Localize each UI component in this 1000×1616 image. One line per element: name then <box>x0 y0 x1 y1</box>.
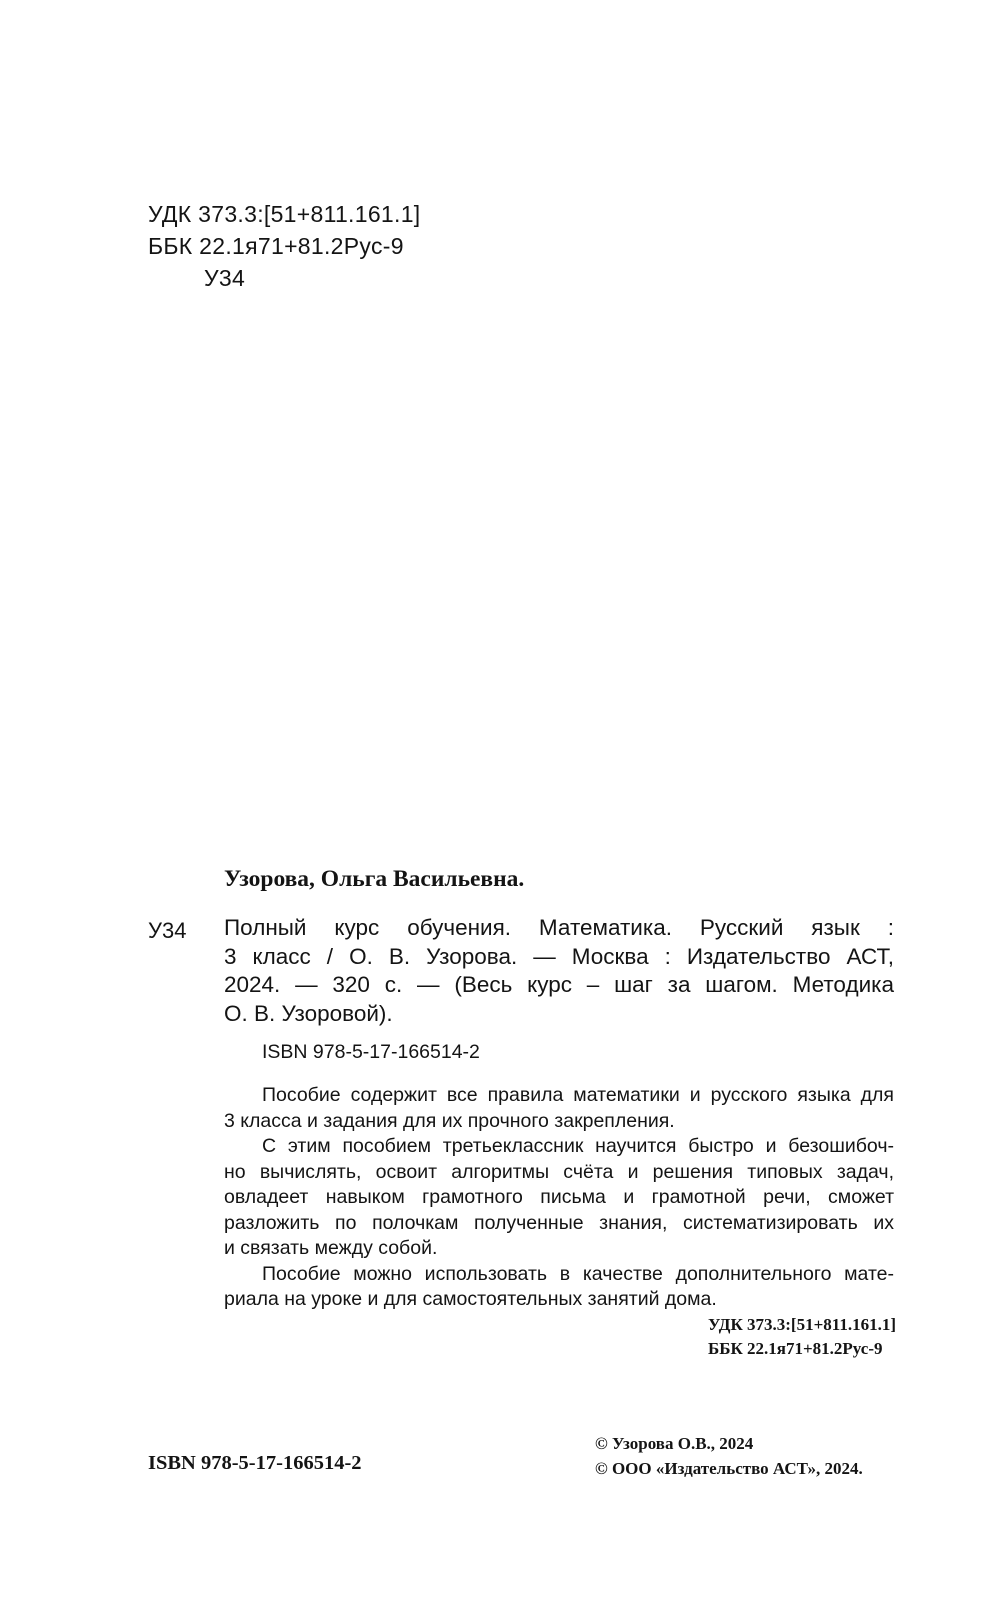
annotation-line: 3 класса и задания для их прочного закрепления. <box>224 1109 675 1132</box>
annotation <box>224 1083 894 1313</box>
description-line: О. В. Узоровой). <box>224 1000 393 1026</box>
bbk-code-top: ББК 22.1я71+81.2Рус-9 <box>148 233 404 259</box>
annotation-line: и связать между собой. <box>224 1237 438 1259</box>
bibliographic-description <box>224 914 894 1028</box>
udk-code-bottom: УДК 373.3:[51+811.161.1] <box>707 1315 896 1334</box>
annotation-line: Пособие содержит все правила математики и русского языка для <box>262 1084 894 1106</box>
author-mark-side: У34 <box>148 918 187 943</box>
annotation-line: риала на уроке и для самостоятельных занятий дома. <box>224 1288 717 1310</box>
copyright-publisher: © ООО «Издательство АСТ», 2024. <box>595 1459 863 1478</box>
annotation-line: но вычислять, освоит алгоритмы счёта и решения типовых задач, <box>224 1160 894 1183</box>
bbk-code-bottom: ББК 22.1я71+81.2Рус-9 <box>707 1339 883 1358</box>
annotation-line: Пособие можно использовать в качестве дополнительного мате- <box>262 1262 894 1285</box>
classification-codes-bottom <box>708 1313 896 1361</box>
isbn-record: ISBN 978-5-17-166514-2 <box>262 1041 480 1063</box>
annotation-line: разложить по полочкам полученные знания, систематизировать их <box>224 1211 894 1234</box>
annotation-line: овладеет навыком грамотного письма и грамотной речи, сможет <box>224 1186 894 1208</box>
copyright-author: © Узорова О.В., 2024 <box>595 1434 754 1453</box>
copyright-block <box>595 1431 863 1481</box>
description-line: Полный курс обучения. Математика. Русский язык : <box>224 915 894 940</box>
description-line: 2024. — 320 с. — (Весь курс – шаг за шагом. Методика <box>224 972 894 997</box>
udk-code-top: УДК 373.3:[51+811.161.1] <box>148 201 421 227</box>
isbn-footer: ISBN 978-5-17-166514-2 <box>148 1452 362 1474</box>
annotation-line: С этим пособием третьеклассник научится быстро и безошибоч- <box>262 1135 894 1157</box>
description-line: 3 класс / О. В. Узорова. — Москва : Издательство АСТ, <box>224 943 894 969</box>
author-name: Узорова, Ольга Васильевна. <box>224 866 525 892</box>
author-mark-top: У34 <box>204 265 246 291</box>
